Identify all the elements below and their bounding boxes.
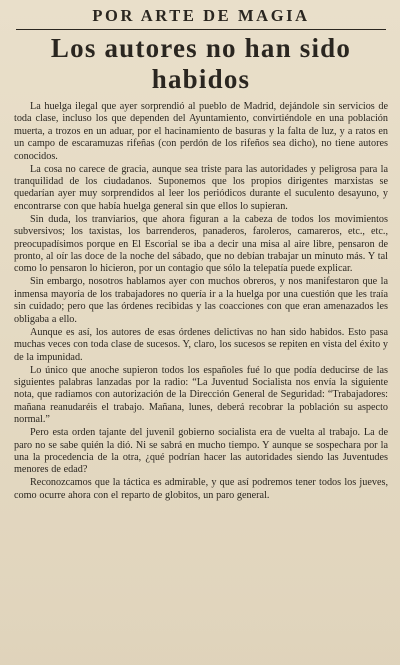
- heading-rule: [16, 29, 386, 30]
- paragraph-5: Aunque es así, los autores de esas órdenes delictivas no han sido habidos. Esto pasa muchas veces con toda clase de sucesos. Y, claro, los sucesos se repiten en vista del éxito y de la impunidad.: [14, 326, 389, 363]
- paragraph-3: Sin duda, los tranviarios, que ahora figuran a la cabeza de todos los movimientos subversivos; los taxistas, los barrenderos, panaderos, faroleros, camareros, etc., etc., preocupadísimos porque en El Escorial se iba a decir una misa al aire libre, pensaron de pronto, al oír las doce de la noche del sábado, que no debían trabajar un minuto más. Y tal como lo pensaron lo hicieron, por un contagio que sólo la telepatía puede explicar.: [14, 213, 388, 275]
- headline-line-2: habidos: [151, 64, 251, 94]
- paragraph-2: La cosa no carece de gracia, aunque sea triste para las autoridades y peligrosa para la tranquilidad de los ciudadanos. Suponemos que los propios dirigentes marxistas se quedarían ayer muy sorprendidos al leer los periódicos durante el suculento desayuno, y encontrarse con que había huelga general sin que ellos lo supieran.: [14, 163, 388, 212]
- paragraph-7: Pero esta orden tajante del juvenil gobierno socialista era de vuelta al trabajo. La de paro no se sabe quién la dió. Ni se sabrá en mucho tiempo. Y aunque se sospechara por la una la procedencia de la otra, ¿qué podrían hacer las autoridades siendo las Juventudes menores de edad?: [14, 427, 388, 476]
- paper-aging-overlay: [0, 625, 400, 665]
- paragraph-6: Lo único que anoche supieron todos los españoles fué lo que podía deducirse de las siguientes palabras lanzadas por la radio: “La Juventud Socialista nos envía la siguiente nota, que radiamos con autorización de la Dirección General de Seguridad: “Trabajadores: mañana reanudaréis el trabajo. Mañana, lunes, deberá recobrar la población su aspecto normal.”: [14, 364, 388, 426]
- paragraph-1: La huelga ilegal que ayer sorprendió al pueblo de Madrid, dejándole sin servicios de toda clase, incluso los que dependen del Ayuntamiento, convirtiéndole en una población muerta, a trozos en un aduar, por el hacinamiento de basuras y la falta de luz, y a ratos en un campo de escaramuzas rifeñas (con perdón de los rifeños sea dicho), no tiene autores conocidos.: [14, 101, 388, 162]
- article-headline: [14, 33, 388, 95]
- article-body: [14, 101, 388, 502]
- paragraph-4: Sin embargo, nosotros hablamos ayer con muchos obreros, y nos manifestaron que la inmensa mayoría de los trabajadores no quería ir a la huelga por una cuestión que les traía sin cuidado; pero que las órdenes recibidas y las coacciones con que eran amenazados les obligaba a ello.: [14, 276, 388, 325]
- section-heading: POR ARTE DE MAGIA: [92, 6, 310, 25]
- paragraph-8: Reconozcamos que la táctica es admirable, y que así podremos tener todos los jueves, como ocurre ahora con el reparto de globitos, un paro general.: [14, 477, 388, 501]
- headline-line-1: Los autores no han sido: [50, 33, 352, 63]
